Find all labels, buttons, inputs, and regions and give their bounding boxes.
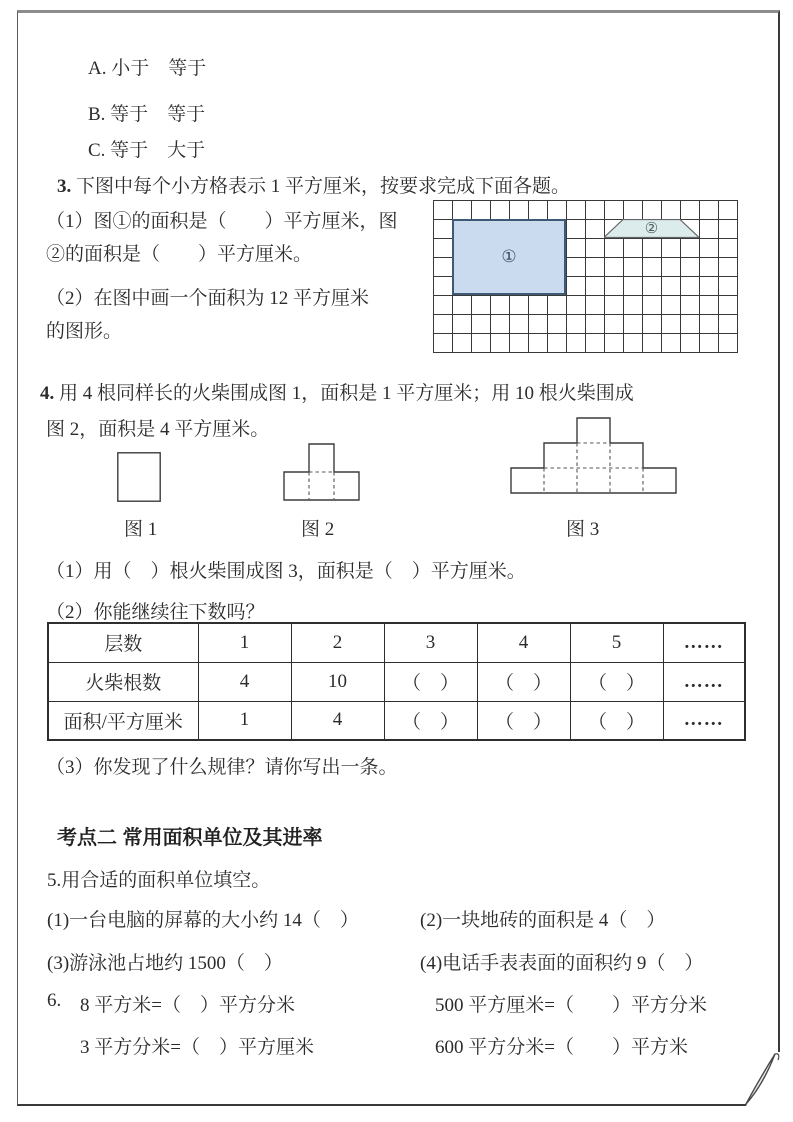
section-2-heading: 考点二 常用面积单位及其进率 xyxy=(57,827,323,849)
figure-3-label: 图 3 xyxy=(566,519,600,540)
option-b: B. 等于 等于 xyxy=(88,104,206,125)
page-curl-decoration xyxy=(712,1038,782,1108)
question-5-number: 5. xyxy=(47,870,62,891)
figure-2-drawing xyxy=(283,443,360,501)
shape-1-label: ① xyxy=(501,247,517,266)
question-3-stem: 3. 下图中每个小方格表示 1 平方厘米，按要求完成下面各题。 xyxy=(57,176,571,197)
question-3-part2: （2）在图中画一个面积为 12 平方厘米 的图形。 xyxy=(46,288,370,342)
question-3-number: 3. xyxy=(57,176,72,197)
question-4-part3: （3）你发现了什么规律？请你写出一条。 xyxy=(46,757,398,778)
question-6-item-3: 3 平方分米=（ ）平方厘米 xyxy=(80,1037,314,1058)
layers-matches-area-table xyxy=(47,622,746,741)
question-6-item-1: 8 平方米=（ ）平方分米 xyxy=(80,995,295,1016)
option-a: A. 小于 等于 xyxy=(88,58,207,79)
question-6-number: 6. xyxy=(47,990,62,1011)
option-c: C. 等于 大于 xyxy=(88,140,206,161)
question-5-item-2: (2)一块地砖的面积是 4（ ） xyxy=(420,910,666,931)
table-row: 面积/平方厘米 1 4 （ ） （ ） （ ） …… xyxy=(48,701,745,740)
table-row: 火柴根数 4 10 （ ） （ ） （ ） …… xyxy=(48,662,745,701)
question-4-part2: （2）你能继续往下数吗？ xyxy=(46,602,265,623)
question-4-part1: （1）用（ ）根火柴围成图 3，面积是（ ）平方厘米。 xyxy=(46,561,526,582)
figure-2-label: 图 2 xyxy=(301,519,335,540)
question-4-stem: 4. 用 4 根同样长的火柴围成图 1，面积是 1 平方厘米；用 10 根火柴围成 图 2，面积是 4 平方厘米。 xyxy=(40,383,634,440)
question-6-item-4: 600 平方分米=（ ）平方米 xyxy=(435,1037,688,1058)
figure-3-drawing xyxy=(510,417,677,494)
question-6-item-2: 500 平方厘米=（ ）平方分米 xyxy=(435,995,707,1016)
question-5-item-4: (4)电话手表表面的面积约 9（ ） xyxy=(420,953,704,974)
question-3-part1: （1）图①的面积是（ ）平方厘米，图 ②的面积是（ ）平方厘米。 xyxy=(46,211,398,265)
figure-1-drawing xyxy=(117,452,161,502)
shape-1-rectangle xyxy=(452,219,566,295)
question-5-item-3: (3)游泳池占地约 1500（ ） xyxy=(47,953,283,974)
square-grid-figure xyxy=(433,200,738,353)
table-row: 层数 1 2 3 4 5 …… xyxy=(48,623,745,662)
shape-2-label: ② xyxy=(644,220,659,237)
question-4-number: 4. xyxy=(40,383,55,404)
question-5-item-1: (1)一台电脑的屏幕的大小约 14（ ） xyxy=(47,910,359,931)
question-5-stem: 5.用合适的面积单位填空。 xyxy=(47,870,271,891)
figure-1-label: 图 1 xyxy=(124,519,158,540)
